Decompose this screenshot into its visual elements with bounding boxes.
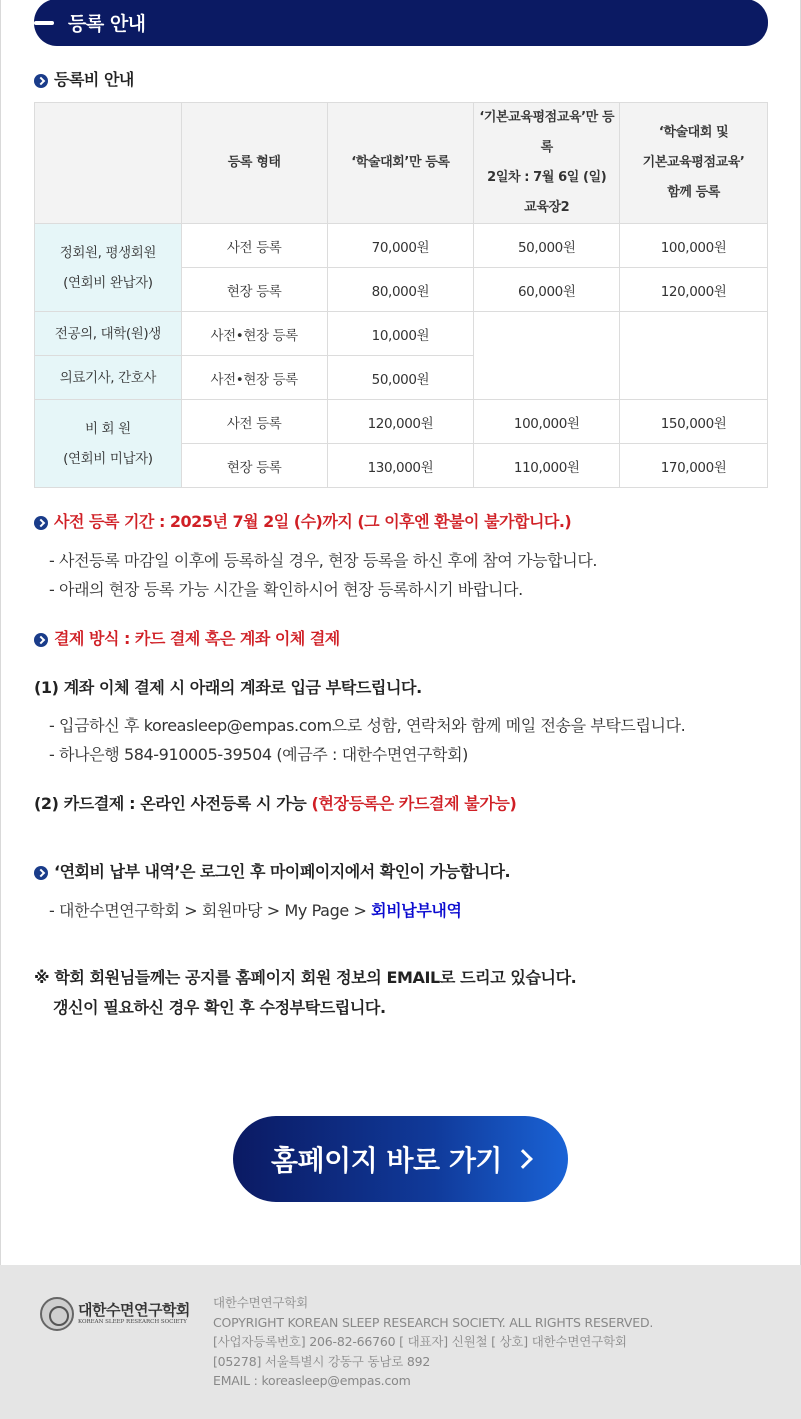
footer-line: [05278] 서울특별시 강동구 동남로 892	[213, 1353, 431, 1369]
fee-heading-text: 등록비 안내	[54, 70, 134, 89]
both-fee-cell: 120,000원	[620, 268, 768, 312]
conf-fee-cell: 80,000원	[327, 268, 474, 312]
chevron-bullet-icon	[34, 516, 48, 530]
type-cell: 사전 등록	[181, 224, 327, 268]
footer	[0, 1265, 801, 1419]
preregistration-heading-text: 사전 등록 기간 : 2025년 7월 2일 (수)까지 (그 이후엔 환불이 불가합니다.)	[54, 512, 572, 531]
logo-name: 대한수면연구학회	[78, 1301, 190, 1319]
society-logo	[40, 1297, 190, 1337]
header-both-line3: 함께 등록	[667, 185, 720, 200]
logo-eng: KOREAN SLEEP RESEARCH SOCIETY	[78, 1319, 187, 1325]
section-header	[34, 0, 768, 46]
preregistration-line: - 사전등록 마감일 이후에 등록하실 경우, 현장 등록을 하신 후에 참여 가능합니다.	[49, 551, 598, 570]
transfer-line: - 하나은행 584-910005-39504 (예금주 : 대한수면연구학회)	[49, 745, 468, 764]
card-payment-line	[34, 791, 516, 814]
type-cell: 사전 등록	[181, 400, 327, 444]
edu-fee-cell-empty	[474, 312, 620, 400]
header-cell-type: 등록 형태	[181, 103, 327, 224]
section-title: 등록 안내	[68, 13, 146, 35]
transfer-line: - 입금하신 후 koreasleep@empas.com으로 성함, 연락처와 함께 메일 전송을 부탁드립니다.	[49, 716, 686, 735]
type-cell: 현장 등록	[181, 444, 327, 488]
mypage-path	[49, 898, 462, 921]
both-fee-cell: 150,000원	[620, 400, 768, 444]
membership-heading	[34, 859, 510, 882]
mypage-path-text: - 대한수면연구학회 > 회원마당 > My Page >	[49, 901, 372, 920]
edu-fee-cell: 60,000원	[474, 268, 620, 312]
table-row	[35, 312, 768, 356]
edu-fee-cell: 110,000원	[474, 444, 620, 488]
preregistration-line: - 아래의 현장 등록 가능 시간을 확인하시어 현장 등록하시기 바랍니다.	[49, 580, 523, 599]
footer-info	[213, 1293, 653, 1391]
conf-fee-cell: 10,000원	[327, 312, 474, 356]
footer-line: [사업자등록번호] 206-82-66760 [ 대표자] 신원철 [ 상호] 대한수면연구학회	[213, 1334, 627, 1350]
both-fee-cell: 170,000원	[620, 444, 768, 488]
payment-heading	[34, 626, 340, 649]
category-line: 비 회 원	[85, 420, 131, 437]
header-edu-line2: 2일차 : 7월 6일 (일)	[487, 170, 607, 185]
notice-line1: ※ 학회 회원님들께는 공지를 홈페이지 회원 정보의 EMAIL로 드리고 있습니다.	[34, 968, 577, 987]
type-cell: 사전•현장 등록	[181, 312, 327, 356]
card-note: (현장등록은 카드결제 불가능)	[311, 794, 517, 813]
transfer-title: (1) 계좌 이체 결제 시 아래의 계좌로 입금 부탁드립니다.	[34, 678, 422, 697]
edu-fee-cell: 50,000원	[474, 224, 620, 268]
footer-line: 대한수면연구학회	[213, 1295, 309, 1310]
conf-fee-cell: 50,000원	[327, 356, 474, 400]
both-fee-cell-empty	[620, 312, 768, 400]
category-cell	[35, 400, 182, 488]
category-cell: 전공의, 대학(원)생	[35, 312, 182, 356]
membership-heading-text: ‘연회비 납부 내역’은 로그인 후 마이페이지에서 확인이 가능합니다.	[54, 862, 511, 881]
chevron-bullet-icon	[34, 633, 48, 647]
edu-fee-cell: 100,000원	[474, 400, 620, 444]
card-title: (2) 카드결제 : 온라인 사전등록 시 가능	[34, 794, 312, 813]
dues-history-link[interactable]: 회비납부내역	[371, 901, 462, 920]
table-row	[35, 224, 768, 268]
category-line: (연회비 완납자)	[63, 274, 153, 291]
homepage-button[interactable]	[233, 1116, 568, 1202]
homepage-button-label: 홈페이지 바로 가기	[271, 1144, 502, 1177]
type-cell: 현장 등록	[181, 268, 327, 312]
payment-heading-text: 결제 방식 : 카드 결제 혹은 계좌 이체 결제	[54, 629, 340, 648]
category-line: (연회비 미납자)	[63, 450, 153, 467]
header-cell-edu	[474, 103, 620, 224]
both-fee-cell: 100,000원	[620, 224, 768, 268]
header-edu-line3: 교육장2	[524, 200, 570, 215]
seal-icon	[40, 1297, 74, 1331]
notice-line2: 갱신이 필요하신 경우 확인 후 수정부탁드립니다.	[53, 998, 386, 1017]
header-edu-line1: ‘기본교육평점교육’만 등록	[479, 110, 615, 155]
preregistration-heading	[34, 509, 571, 532]
type-cell: 사전•현장 등록	[181, 356, 327, 400]
fee-heading	[34, 67, 134, 90]
category-cell	[35, 224, 182, 312]
header-both-line1: ‘학술대회 및	[658, 125, 729, 140]
conf-fee-cell: 120,000원	[327, 400, 474, 444]
category-line: 정회원, 평생회원	[59, 244, 157, 261]
chevron-bullet-icon	[34, 74, 48, 88]
category-cell: 의료기사, 간호사	[35, 356, 182, 400]
footer-line: EMAIL : koreasleep@empas.com	[213, 1373, 411, 1389]
chevron-right-icon	[513, 1149, 533, 1169]
chevron-bullet-icon	[34, 866, 48, 880]
fee-table	[34, 102, 768, 488]
conf-fee-cell: 70,000원	[327, 224, 474, 268]
table-header-row	[35, 103, 768, 224]
table-row	[35, 400, 768, 444]
dash-icon	[34, 21, 54, 25]
footer-line: COPYRIGHT KOREAN SLEEP RESEARCH SOCIETY. ALL RIGHTS RESERVED.	[213, 1314, 654, 1330]
header-cell-both	[620, 103, 768, 224]
header-cell-empty	[35, 103, 182, 224]
header-cell-conf: ‘학술대회’만 등록	[327, 103, 474, 224]
conf-fee-cell: 130,000원	[327, 444, 474, 488]
header-both-line2: 기본교육평점교육’	[642, 155, 745, 170]
